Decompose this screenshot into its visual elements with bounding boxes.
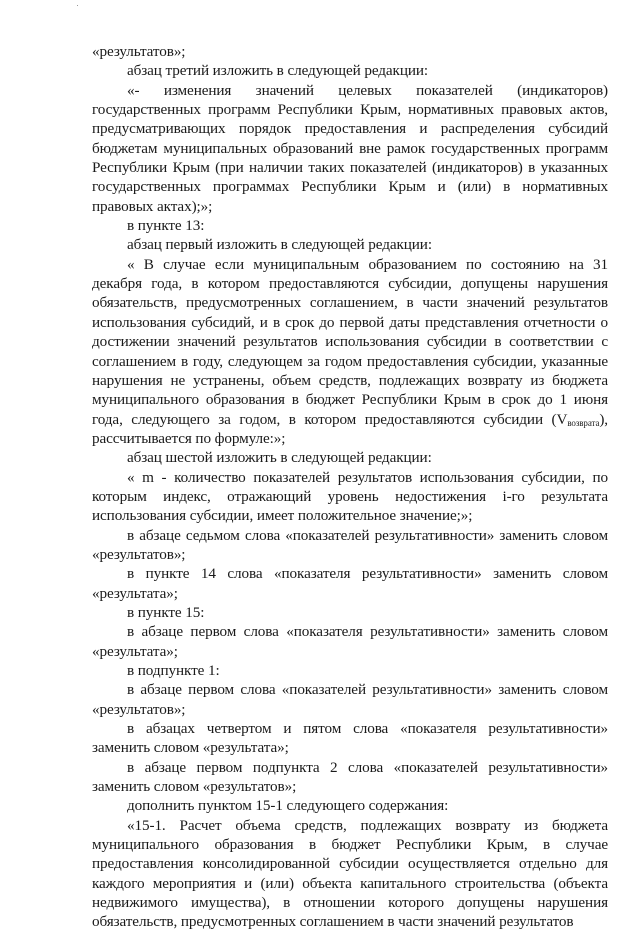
paragraph-6-text: « В случае если муниципальным образованием по состоянию на 31 декабря года, в котором предоставляются субсидии, допущены нарушения обязательств, предусмотренных соглашением, в части значений результатов использования субсидий, и в срок до первой даты представления отчетности о достижении значений результатов использования субсидии в соответствии с соглашением в году, следующем за годом предоставления субсидии, указанные нарушения не устранены, объем средств, подлежащих возврату из бюджета муниципального образования в бюджет Республики Крым в срок до 1 июня года, следующего за годом, в котором предоставляются субсидии (V [92, 255, 608, 428]
paragraph-8: « m - количество показателей результатов использования субсидии, по которым индекс, отражающий уровень недостижения i-го результата использования субсидии, имеет положительное значение;»; [92, 468, 608, 525]
paragraph-5: абзац первый изложить в следующей редакции: [127, 236, 432, 254]
paragraph-9: в абзаце седьмом слова «показателей результативности» заменить словом «результатов»; [92, 526, 608, 563]
paragraph-3: «- изменения значений целевых показателей (индикаторов) государственных программ Республики Крым, нормативных правовых актов, предусматривающих порядок предоставления и распределения субсидий бюджетам муниципальных образований вне рамок государственных программ Республики Крым (при наличии таких показателей (индикаторов) в указанных государственных программах Республики Крым и (или) в нормативных правовых актах);»; [92, 81, 608, 215]
paragraph-2: абзац третий изложить в следующей редакции: [127, 62, 429, 80]
scan-speck [77, 5, 78, 6]
paragraph-16: в абзаце первом подпункта 2 слова «показателей результативности» заменить словом «результатов»; [92, 758, 608, 796]
paragraph-13: в подпункте 1: [127, 662, 220, 679]
paragraph-6 [92, 255, 608, 448]
v-subscript: возврата [567, 417, 600, 428]
paragraph-15: в абзацах четвертом и пятом слова «показателя результативности» заменить словом «результата»; [92, 720, 608, 757]
paragraph-14: в абзаце первом слова «показателей результативности» заменить словом «результатов»; [92, 681, 608, 718]
paragraph-12: в абзаце первом слова «показателя результативности» заменить словом «результата»; [92, 623, 608, 660]
paragraph-18: «15-1. Расчет объема средств, подлежащих возврату из бюджета муниципального образования в бюджет Республики Крым, в случае предоставления консолидированной субсидии осуществляется отдельно для каждого мероприятия и (или) объекта капитального строительства (объекта недвижимого имущества), в отношении которого допущены нарушения обязательств, предусмотренных соглашением в части значений результатов [92, 816, 608, 931]
paragraph-17: дополнить пунктом 15-1 следующего содержания: [127, 797, 449, 815]
paragraph-4: в пункте 13: [127, 217, 205, 235]
paragraph-6-tail: ), рассчитывается по формуле:»; [92, 410, 608, 447]
paragraph-11: в пункте 15: [127, 603, 205, 621]
paragraph-7: абзац шестой изложить в следующей редакции: [127, 449, 432, 467]
paragraph-10: в пункте 14 слова «показателя результативности» заменить словом «результата»; [92, 565, 608, 602]
document-page [92, 42, 608, 932]
paragraph-1: «результатов»; [92, 43, 186, 60]
